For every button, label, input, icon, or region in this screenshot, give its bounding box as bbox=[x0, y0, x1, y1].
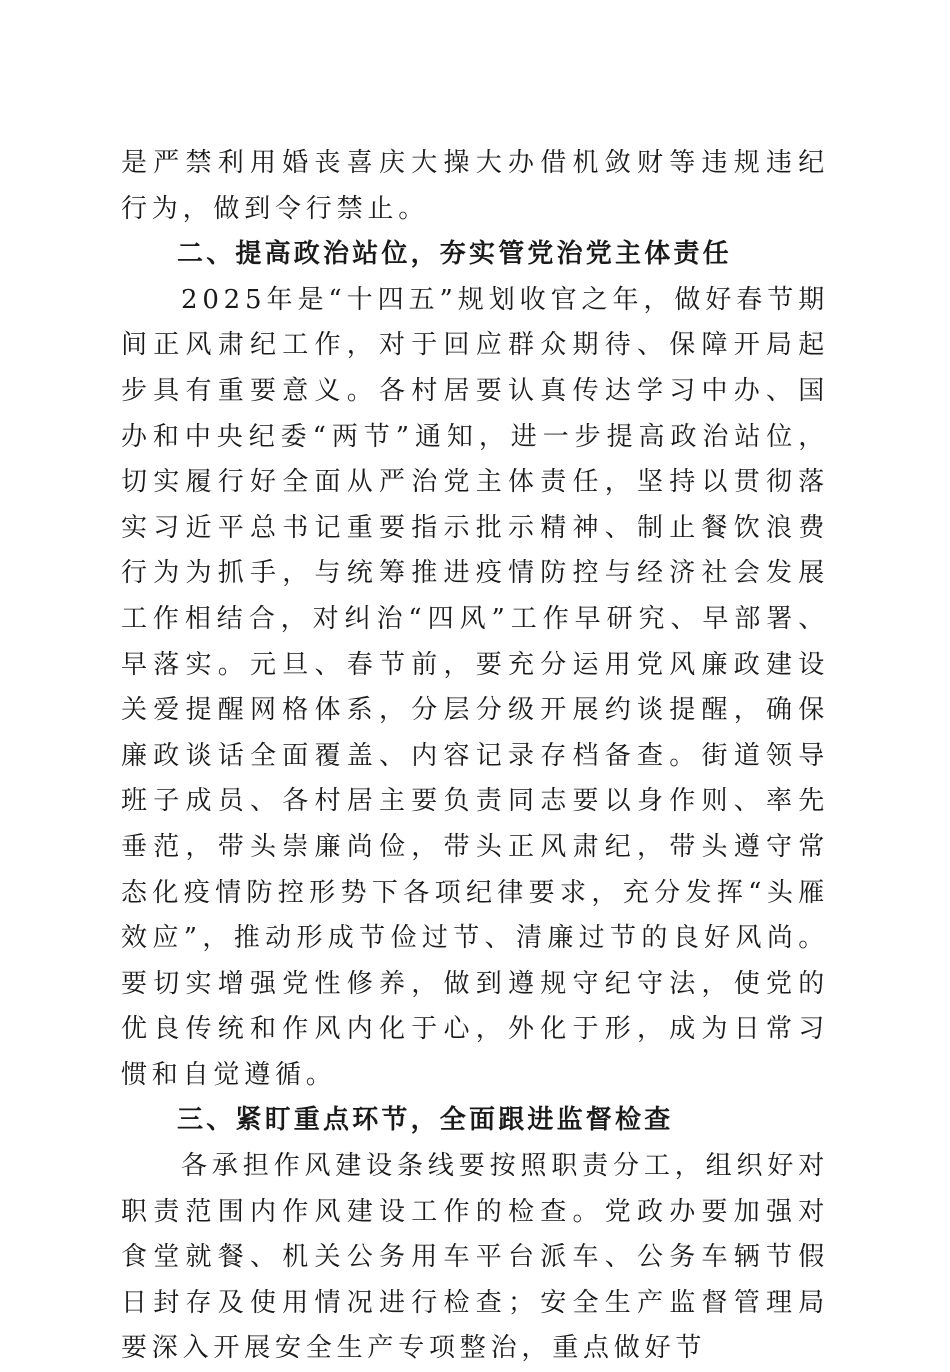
body-paragraph: 各承担作风建设条线要按照职责分工，组织好对职责范围内作风建设工作的检查。党政办要加强对食堂就餐、机关公务用车平台派车、公务车辆节假日封存及使用情况进行检查；安全生产监督管理局要深入开展安全生产专项整治，重点做好节 bbox=[121, 1151, 829, 1364]
document-body bbox=[121, 141, 829, 1372]
section-heading-2: 二、提高政治站位，夯实管党治党主体责任 bbox=[177, 239, 732, 270]
section-heading-3: 三、紧盯重点环节，全面跟进监督检查 bbox=[177, 1105, 674, 1136]
body-paragraph-continuation: 是严禁利用婚丧喜庆大操大办借机敛财等违规违纪行为，做到令行禁止。 bbox=[121, 148, 829, 224]
body-paragraph: 2025年是“十四五”规划收官之年，做好春节期间正风肃纪工作，对于回应群众期待、保障开局起步具有重要意义。各村居要认真传达学习中办、国办和中央纪委“两节”通知，进一步提高政治站位，切实履行好全面从严治党主体责任，坚持以贯彻落实习近平总书记重要指示批示精神、制止餐饮浪费行为为抓手，与统筹推进疫情防控与经济社会发展工作相结合，对纠治“四风”工作早研究、早部署、早落实。元旦、春节前，要充分运用党风廉政建设关爱提醒网格体系，分层分级开展约谈提醒，确保廉政谈话全面覆盖、内容记录存档备查。街道领导班子成员、各村居主要负责同志要以身作则、率先垂范，带头崇廉尚俭，带头正风肃纪，带头遵守常态化疫情防控形势下各项纪律要求，充分发挥“头雁效应”，推动形成节俭过节、清廉过节的良好风尚。要切实增强党性修养，做到遵规守纪守法，使党的优良传统和作风内化于心，外化于形，成为日常习惯和自觉遵循。 bbox=[121, 284, 829, 1090]
